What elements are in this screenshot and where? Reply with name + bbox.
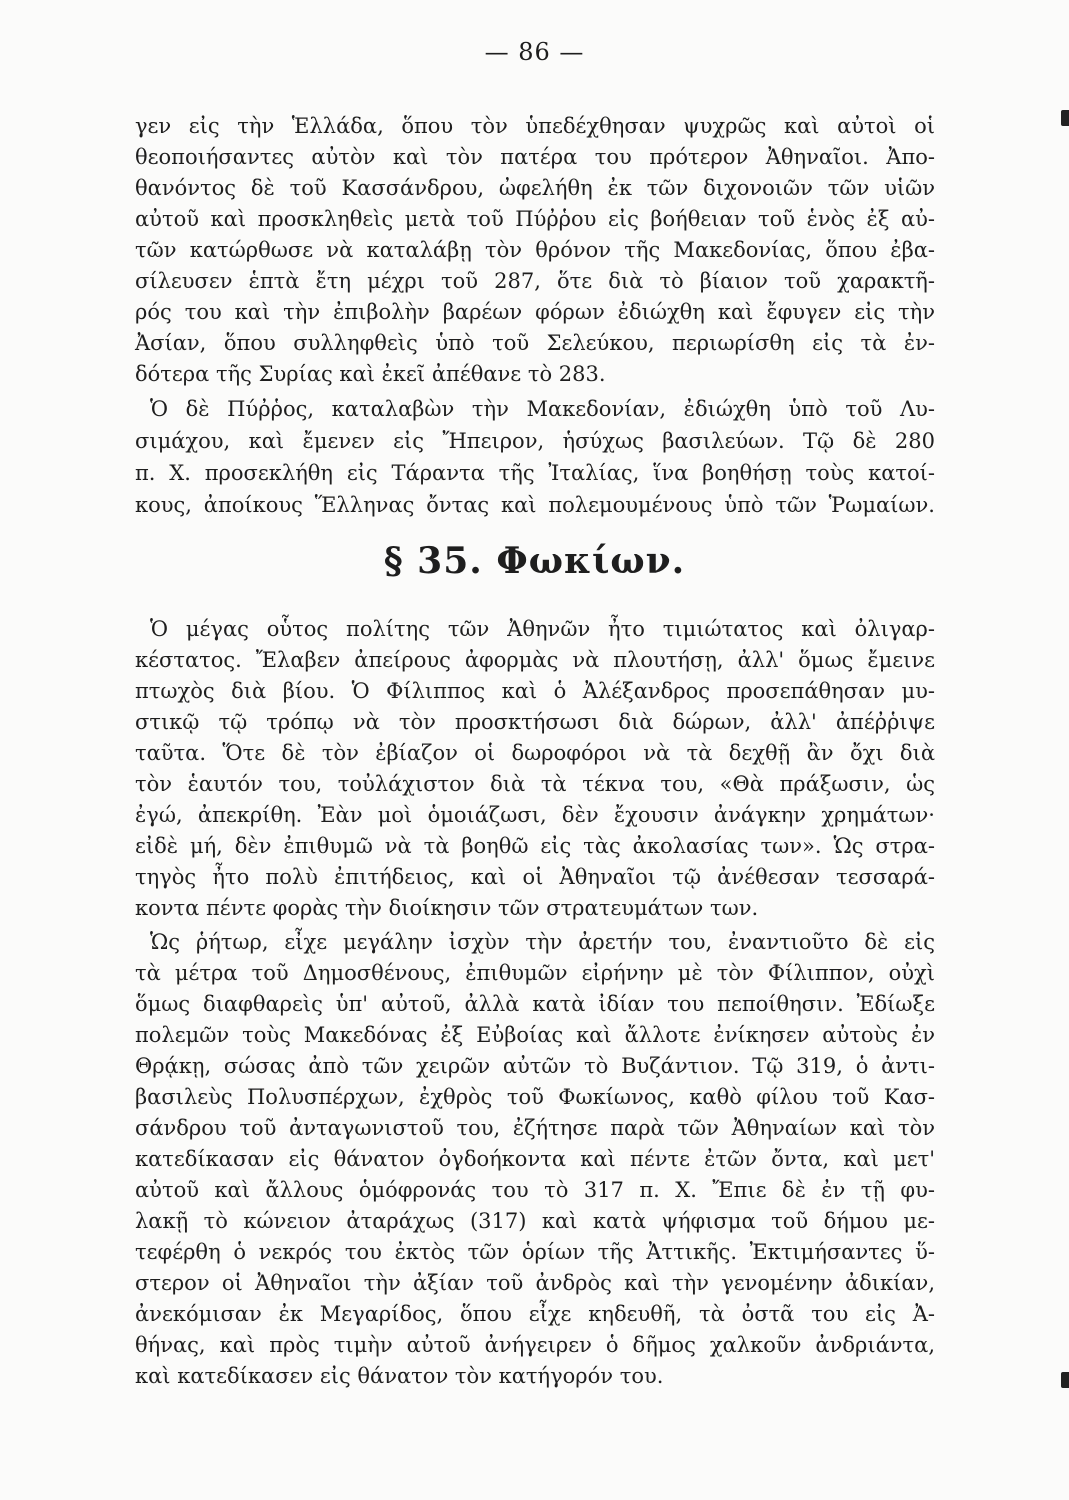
text-line: γεν εἰς τὴν Ἑλλάδα, ὅπου τὸν ὑπεδέχθησαν ψυχρῶς καὶ αὐτοὶ οἱ (135, 114, 935, 138)
page-number: — 86 — (484, 38, 585, 66)
text-line: ἐγώ, ἀπεκρίθη. Ἐὰν μοὶ ὁμοιάζωσι, δὲν ἔχουσιν ἀνάγκην χρημάτων· (135, 803, 935, 827)
text-line: πτωχὸς διὰ βίου. Ὁ Φίλιππος καὶ ὁ Ἀλέξανδρος προσεπάθησαν μυ- (135, 679, 935, 703)
text-line: Ὁ μέγας οὗτος πολίτης τῶν Ἀθηνῶν ἦτο τιμιώτατος καὶ ὀλιγαρ- (150, 617, 935, 641)
text-line: Ἀσίαν, ὅπου συλληφθεὶς ὑπὸ τοῦ Σελεύκου, περιωρίσθη εἰς τὰ ἐν- (135, 331, 935, 355)
text-line: κατεδίκασαν εἰς θάνατον ὀγδοήκοντα καὶ πέντε ἐτῶν ὄντα, καὶ μετ' (135, 1147, 935, 1171)
binding-mark-icon (1061, 110, 1069, 126)
text-line: θανόντος δὲ τοῦ Κασσάνδρου, ὠφελήθη ἐκ τῶν διχονοιῶν τῶν υἱῶν (135, 176, 935, 200)
text-line: Θρᾴκῃ, σώσας ἀπὸ τῶν χειρῶν αὐτῶν τὸ Βυζάντιον. Τῷ 319, ὁ ἀντι- (135, 1054, 935, 1078)
text-line: καὶ κατεδίκασεν εἰς θάνατον τὸν κατήγορόν του. (135, 1364, 664, 1388)
text-line: θεοποιήσαντες αὐτὸν καὶ τὸν πατέρα του πρότερον Ἀθηναῖοι. Ἀπο- (135, 145, 935, 169)
text-line: Ὡς ῥήτωρ, εἶχε μεγάλην ἰσχὺν τὴν ἀρετήν του, ἐναντιοῦτο δὲ εἰς (150, 930, 935, 954)
text-line: σιμάχου, καὶ ἔμενεν εἰς Ἤπειρον, ἡσύχως βασιλεύων. Τῷ δὲ 280 (135, 429, 935, 453)
section-heading: § 35. Φωκίων. (383, 540, 686, 582)
text-line: θήνας, καὶ πρὸς τιμὴν αὐτοῦ ἀνήγειρεν ὁ δῆμος χαλκοῦν ἀνδριάντα, (135, 1333, 935, 1357)
text-line: λακῇ τὸ κώνειον ἀταράχως (317) καὶ κατὰ ψήφισμα τοῦ δήμου με- (135, 1209, 935, 1233)
text-line: αὐτοῦ καὶ προσκληθεὶς μετὰ τοῦ Πύῤῥου εἰς βοήθειαν τοῦ ἑνὸς ἐξ αὐ- (135, 207, 935, 231)
text-line: στικῷ τῷ τρόπῳ νὰ τὸν προσκτήσωσι διὰ δώρων, ἀλλ' ἀπέῤῥιψε (135, 710, 935, 734)
text-line: σίλευσεν ἑπτὰ ἔτη μέχρι τοῦ 287, ὅτε διὰ τὸ βίαιον τοῦ χαρακτῆ- (135, 269, 935, 293)
binding-mark-icon (1061, 1372, 1069, 1388)
text-line: δότερα τῆς Συρίας καὶ ἐκεῖ ἀπέθανε τὸ 283. (135, 362, 606, 386)
text-line: στερον οἱ Ἀθηναῖοι τὴν ἀξίαν τοῦ ἀνδρὸς καὶ τὴν γενομένην ἀδικίαν, (135, 1271, 935, 1295)
text-line: σάνδρου τοῦ ἀνταγωνιστοῦ του, ἐζήτησε παρὰ τῶν Ἀθηναίων καὶ τὸν (135, 1116, 935, 1140)
text-line: κους, ἀποίκους Ἕλληνας ὄντας καὶ πολεμουμένους ὑπὸ τῶν Ῥωμαίων. (135, 493, 935, 517)
text-line: εἰδὲ μή, δὲν ἐπιθυμῶ νὰ τὰ βοηθῶ εἰς τὰς ἀκολασίας των». Ὡς στρα- (135, 834, 935, 858)
text-line: τῶν κατώρθωσε νὰ καταλάβῃ τὸν θρόνον τῆς Μακεδονίας, ὅπου ἐβα- (135, 238, 935, 262)
text-line: τηγὸς ἦτο πολὺ ἐπιτήδειος, καὶ οἱ Ἀθηναῖοι τῷ ἀνέθεσαν τεσσαρά- (135, 865, 935, 889)
text-line: τὸν ἑαυτόν του, τοὐλάχιστον διὰ τὰ τέκνα του, «Θὰ πράξωσιν, ὡς (135, 772, 935, 796)
text-line: πολεμῶν τοὺς Μακεδόνας ἐξ Εὐβοίας καὶ ἄλλοτε ἐνίκησεν αὐτοὺς ἐν (135, 1023, 935, 1047)
text-line: αὐτοῦ καὶ ἄλλους ὁμόφρονάς του τὸ 317 π. Χ. Ἔπιε δὲ ἐν τῇ φυ- (135, 1178, 935, 1202)
text-line: Ὁ δὲ Πύῤῥος, καταλαβὼν τὴν Μακεδονίαν, ἐδιώχθη ὑπὸ τοῦ Λυ- (150, 397, 935, 421)
text-line: ρός του καὶ τὴν ἐπιβολὴν βαρέων φόρων ἐδιώχθη καὶ ἔφυγεν εἰς τὴν (135, 300, 935, 324)
text-line: βασιλεὺς Πολυσπέρχων, ἐχθρὸς τοῦ Φωκίωνος, καθὸ φίλου τοῦ Κασ- (135, 1085, 935, 1109)
text-line: ἀνεκόμισαν ἐκ Μεγαρίδος, ὅπου εἶχε κηδευθῆ, τὰ ὀστᾶ του εἰς Ἀ- (135, 1302, 935, 1326)
text-line: κέστατος. Ἔλαβεν ἀπείρους ἀφορμὰς νὰ πλουτήσῃ, ἀλλ' ὅμως ἔμεινε (135, 648, 935, 672)
text-line: π. Χ. προσεκλήθη εἰς Τάραντα τῆς Ἰταλίας, ἵνα βοηθήσῃ τοὺς κατοί- (135, 461, 935, 485)
text-line: ταῦτα. Ὅτε δὲ τὸν ἐβίαζον οἱ δωροφόροι νὰ τὰ δεχθῇ ἂν ὄχι διὰ (135, 741, 935, 765)
text-line: τὰ μέτρα τοῦ Δημοσθένους, ἐπιθυμῶν εἰρήνην μὲ τὸν Φίλιππον, οὐχὶ (135, 961, 935, 985)
text-line: τεφέρθη ὁ νεκρός του ἐκτὸς τῶν ὁρίων τῆς Ἀττικῆς. Ἐκτιμήσαντες ὕ- (135, 1240, 935, 1264)
text-line: κοντα πέντε φορὰς τὴν διοίκησιν τῶν στρατευμάτων των. (135, 896, 759, 920)
text-line: ὅμως διαφθαρεὶς ὑπ' αὐτοῦ, ἀλλὰ κατὰ ἰδίαν του πεποίθησιν. Ἐδίωξε (135, 992, 935, 1016)
